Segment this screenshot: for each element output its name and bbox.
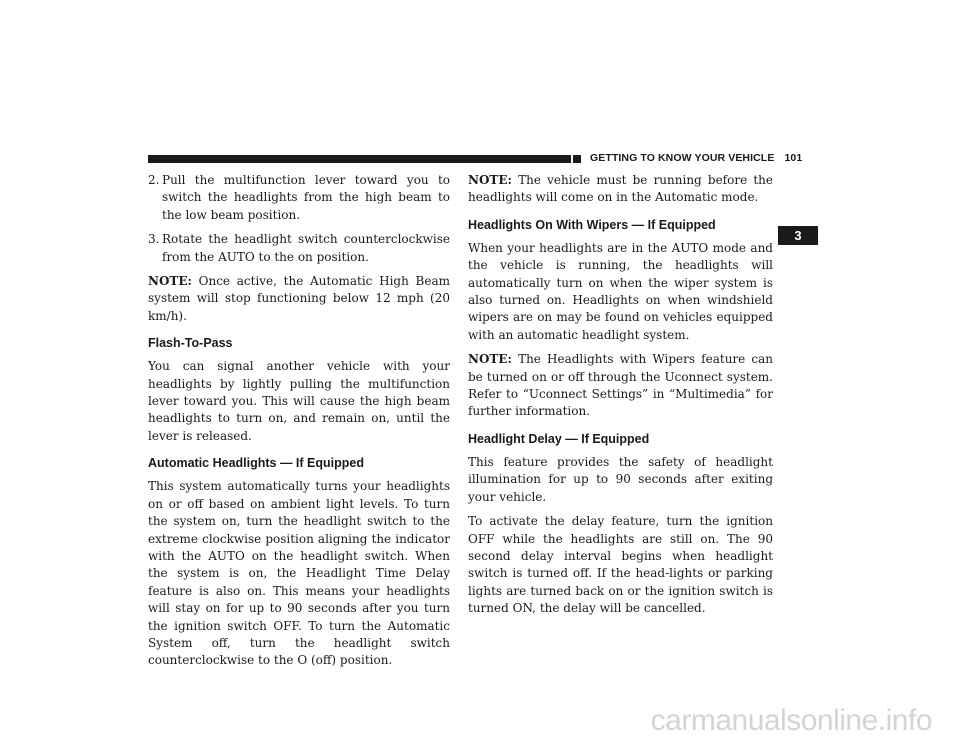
- header-rule: [148, 155, 571, 163]
- list-text: Pull the multifunction lever toward you to switch the headlights from the high beam to the low beam position.: [162, 173, 450, 222]
- note-paragraph: [148, 273, 450, 325]
- section-heading-automatic-headlights: Automatic Headlights — If Equipped: [148, 456, 364, 471]
- section-title: GETTING TO KNOW YOUR VEHICLE: [590, 152, 775, 164]
- section-heading-headlight-delay: Headlight Delay — If Equipped: [468, 431, 650, 446]
- page-number: 101: [784, 152, 803, 164]
- section-heading-flash-to-pass: Flash-To-Pass: [148, 336, 233, 351]
- body-paragraph: When your headlights are in the AUTO mode and the vehicle is running, the headlights will automatically turn on when the wiper system is also turned on. Headlights on when windshield wipers are on may be found on vehicles equipped with an automatic headlight system.: [468, 240, 773, 342]
- note-text: The Headlights with Wipers feature can be turned on or off through the Uconnect system. Refer to “Uconnect Settings” in “Multimedia” for further information.: [468, 352, 773, 419]
- note-paragraph: [468, 351, 773, 421]
- right-column: [468, 172, 773, 625]
- note-label: NOTE:: [148, 274, 192, 289]
- note-text: The vehicle must be running before the headlights will come on in the Automatic mode.: [468, 173, 773, 205]
- list-item: [148, 231, 450, 266]
- body-paragraph: To activate the delay feature, turn the ignition OFF while the headlights are still on. The 90 second delay interval begins when headlight switch is turned off. If the head-lights or parking lights are turned back on or the ignition switch is turned ON, the delay will be cancelled.: [468, 514, 773, 616]
- note-label: NOTE:: [468, 173, 512, 187]
- left-column: [148, 172, 450, 677]
- list-text: Rotate the headlight switch counterclockwise from the AUTO to the on position.: [162, 232, 450, 264]
- body-paragraph: This system automatically turns your headlights on or off based on ambient light levels. To turn the system on, turn the headlight switch to the extreme clockwise position aligning the indicator with the AUTO on the headlight switch. When the system is on, the Headlight Time Delay feature is also on. This means your headlights will stay on for up to 90 seconds after you turn the ignition switch OFF. To turn the Automatic System off, turn the headlight switch counterclockwise to the O (off) position.: [148, 479, 450, 668]
- running-header: [590, 152, 802, 164]
- note-text: Once active, the Automatic High Beam system will stop functioning below 12 mph (20 km/h).: [148, 274, 450, 323]
- chapter-tab: 3: [778, 226, 818, 245]
- body-paragraph: You can signal another vehicle with your headlights by lightly pulling the multifunction lever toward you. This will cause the high beam headlights to turn on, and remain on, until the lever is released.: [148, 359, 450, 443]
- header-rule-end: [573, 155, 581, 163]
- note-label: NOTE:: [468, 352, 512, 367]
- body-paragraph: This feature provides the safety of headlight illumination for up to 90 seconds after exiting your vehicle.: [468, 454, 773, 504]
- section-heading-headlights-with-wipers: Headlights On With Wipers — If Equipped: [468, 217, 716, 232]
- list-item: [148, 172, 450, 224]
- watermark: carmanualsonline.info: [650, 704, 932, 737]
- note-paragraph: [468, 172, 773, 207]
- list-number: 2.: [148, 173, 160, 187]
- list-number: 3.: [148, 232, 160, 247]
